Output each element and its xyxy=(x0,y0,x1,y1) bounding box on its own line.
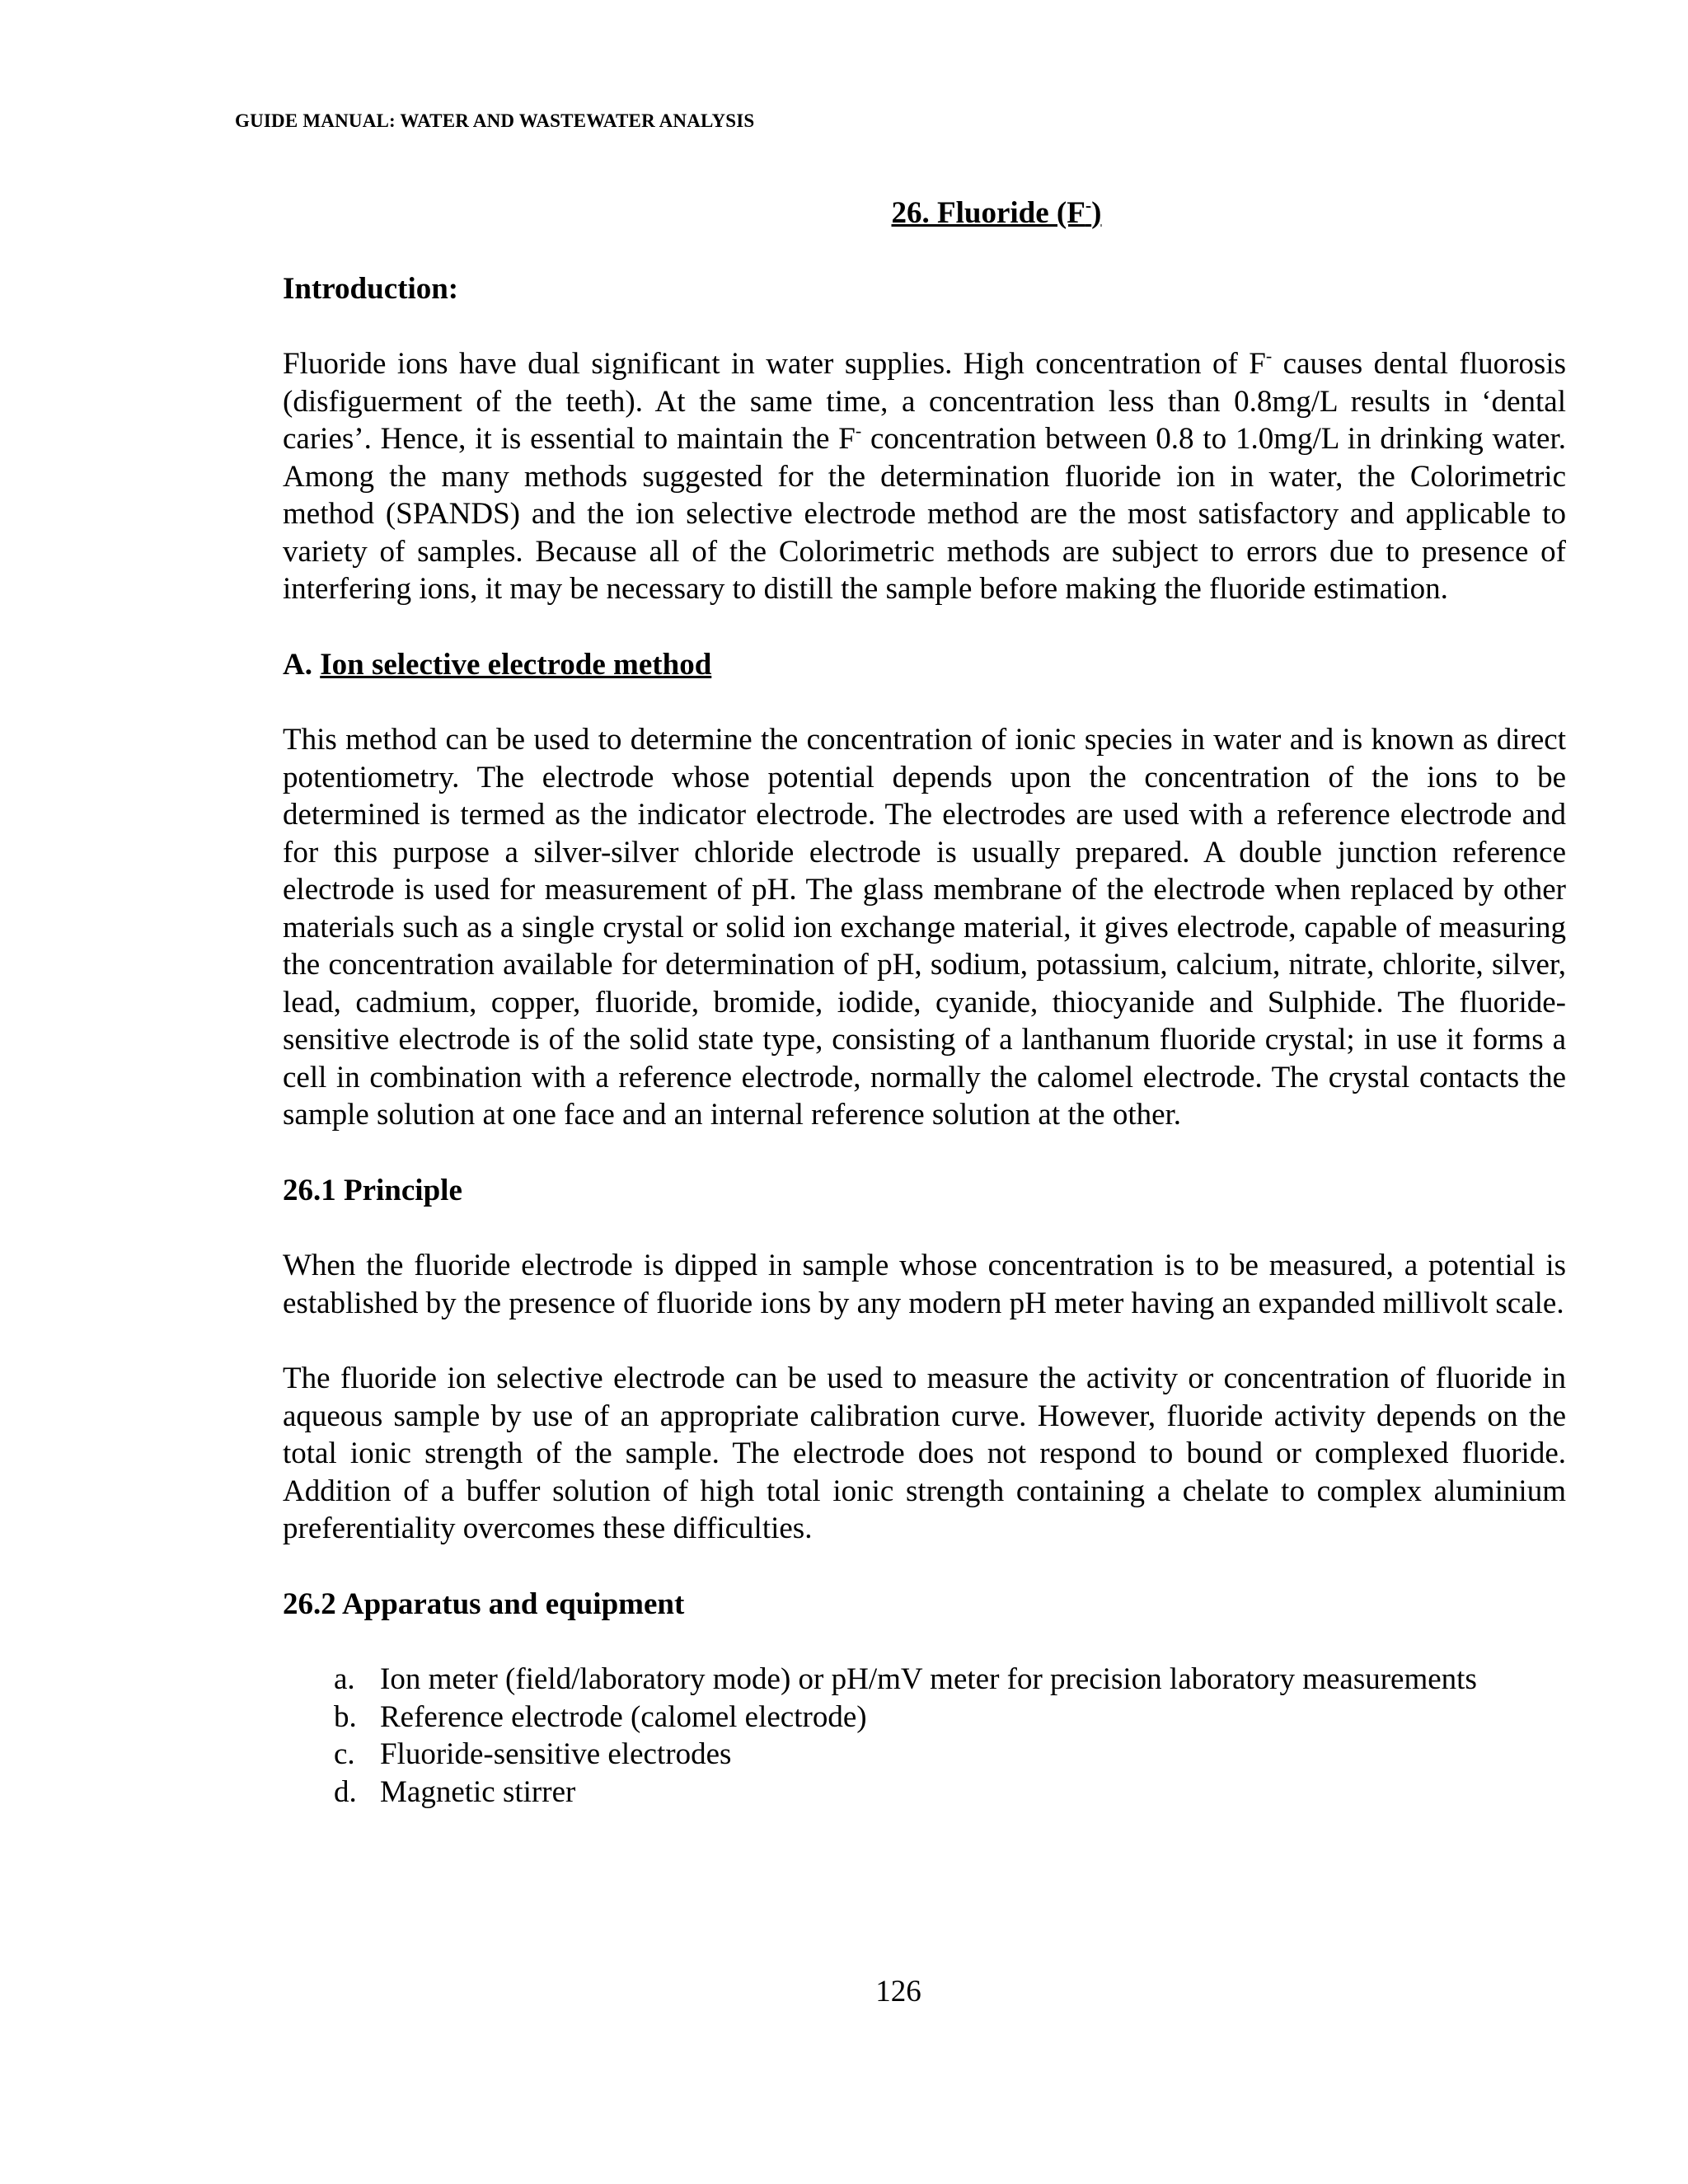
introduction-paragraph xyxy=(283,345,1566,608)
list-item-text: Ion meter (field/laboratory mode) or pH/mV meter for precision laboratory measurements xyxy=(380,1662,1477,1696)
principle-paragraph-1: When the fluoride electrode is dipped in sample whose concentration is to be measured, a potential is established by the presence of fluoride ions by any modern pH meter having an expanded millivolt scale. xyxy=(283,1249,1566,1320)
fluoride-charge-superscript: - xyxy=(855,420,862,441)
list-item-text: Magnetic stirrer xyxy=(380,1774,576,1809)
list-marker: c. xyxy=(334,1737,355,1771)
introduction-text-1: Fluoride ions have dual significant in water supplies. High concentration of F xyxy=(283,347,1266,381)
apparatus-heading: 26.2 Apparatus and equipment xyxy=(283,1586,685,1621)
section-a-paragraph: This method can be used to determine the concentration of ionic species in water and is known as direct potentiometry. The electrode whose potential depends upon the concentration of the ions to be determined is termed as the indicator electrode. The electrodes are used with a reference electrode and for this purpose a silver-silver chloride electrode is usually prepared. A double junction reference electrode is used for measurement of pH. The glass membrane of the electrode when replaced by other materials such as a single crystal or solid ion exchange material, it gives electrode, capable of measuring the concentration available for determination of pH, sodium, potassium, calcium, nitrate, chlorite, silver, lead, cadmium, copper, fluoride, bromide, iodide, cyanide, thiocyanide and Sulphide. The fluoride-sensitive electrode is of the solid state type, consisting of a lanthanum fluoride crystal; in use it forms a cell in combination with a reference electrode, normally the calomel electrode. The crystal contacts the sample solution at one face and an internal reference solution at the other. xyxy=(283,723,1566,1132)
page-content xyxy=(283,194,1566,1811)
page-number: 126 xyxy=(875,1975,921,2008)
apparatus-list xyxy=(283,1661,1566,1811)
list-item xyxy=(334,1774,1566,1811)
fluoride-charge-superscript: - xyxy=(1265,345,1273,366)
list-marker: a. xyxy=(334,1662,355,1696)
chapter-title-text: 26. Fluoride (F xyxy=(891,196,1085,230)
section-a-prefix: A. xyxy=(283,647,321,682)
running-head: GUIDE MANUAL: WATER AND WASTEWATER ANALYSIS xyxy=(235,110,755,131)
introduction-text-3: concentration between 0.8 to 1.0mg/L in drinking water. Among the many methods suggested for the determination fluoride ion in water, the Colorimetric method (SPANDS) and the ion selective electrode method are the most satisfactory and applicable to variety of samples. Because all of the Colorimetric methods are subject to errors due to presence of interfering ions, it may be necessary to distill the sample before making the fluoride estimation. xyxy=(283,422,1566,606)
list-item xyxy=(334,1661,1566,1699)
list-item xyxy=(334,1736,1566,1774)
section-a-title: Ion selective electrode method xyxy=(320,647,712,682)
list-marker: d. xyxy=(334,1774,357,1809)
principle-heading: 26.1 Principle xyxy=(283,1173,462,1207)
list-item-text: Fluoride-sensitive electrodes xyxy=(380,1737,732,1771)
principle-paragraph-2: The fluoride ion selective electrode can be used to measure the activity or concentration of fluoride in aqueous sample by use of an appropriate calibration curve. However, fluoride activity depends on the total ionic strength of the sample. The electrode does not respond to bound or complexed fluoride. Addition of a buffer solution of high total ionic strength containing a chelate to complex aluminium preferentiality overcomes these difficulties. xyxy=(283,1361,1566,1545)
list-item xyxy=(334,1699,1566,1736)
section-a-heading xyxy=(283,646,1566,684)
introduction-heading: Introduction: xyxy=(283,271,459,306)
chapter-title xyxy=(283,194,1566,232)
introduction-text-2: causes dental fluorosis (disfiguerment of the teeth). At the same time, a concentration less than 0.8mg/L results in ‘dental caries’. Hence, it is essential to maintain the F xyxy=(283,347,1566,456)
list-item-text: Reference electrode (calomel electrode) xyxy=(380,1699,867,1734)
list-marker: b. xyxy=(334,1699,357,1734)
chapter-title-superscript: - xyxy=(1085,194,1092,216)
chapter-title-close: ) xyxy=(1091,196,1102,230)
